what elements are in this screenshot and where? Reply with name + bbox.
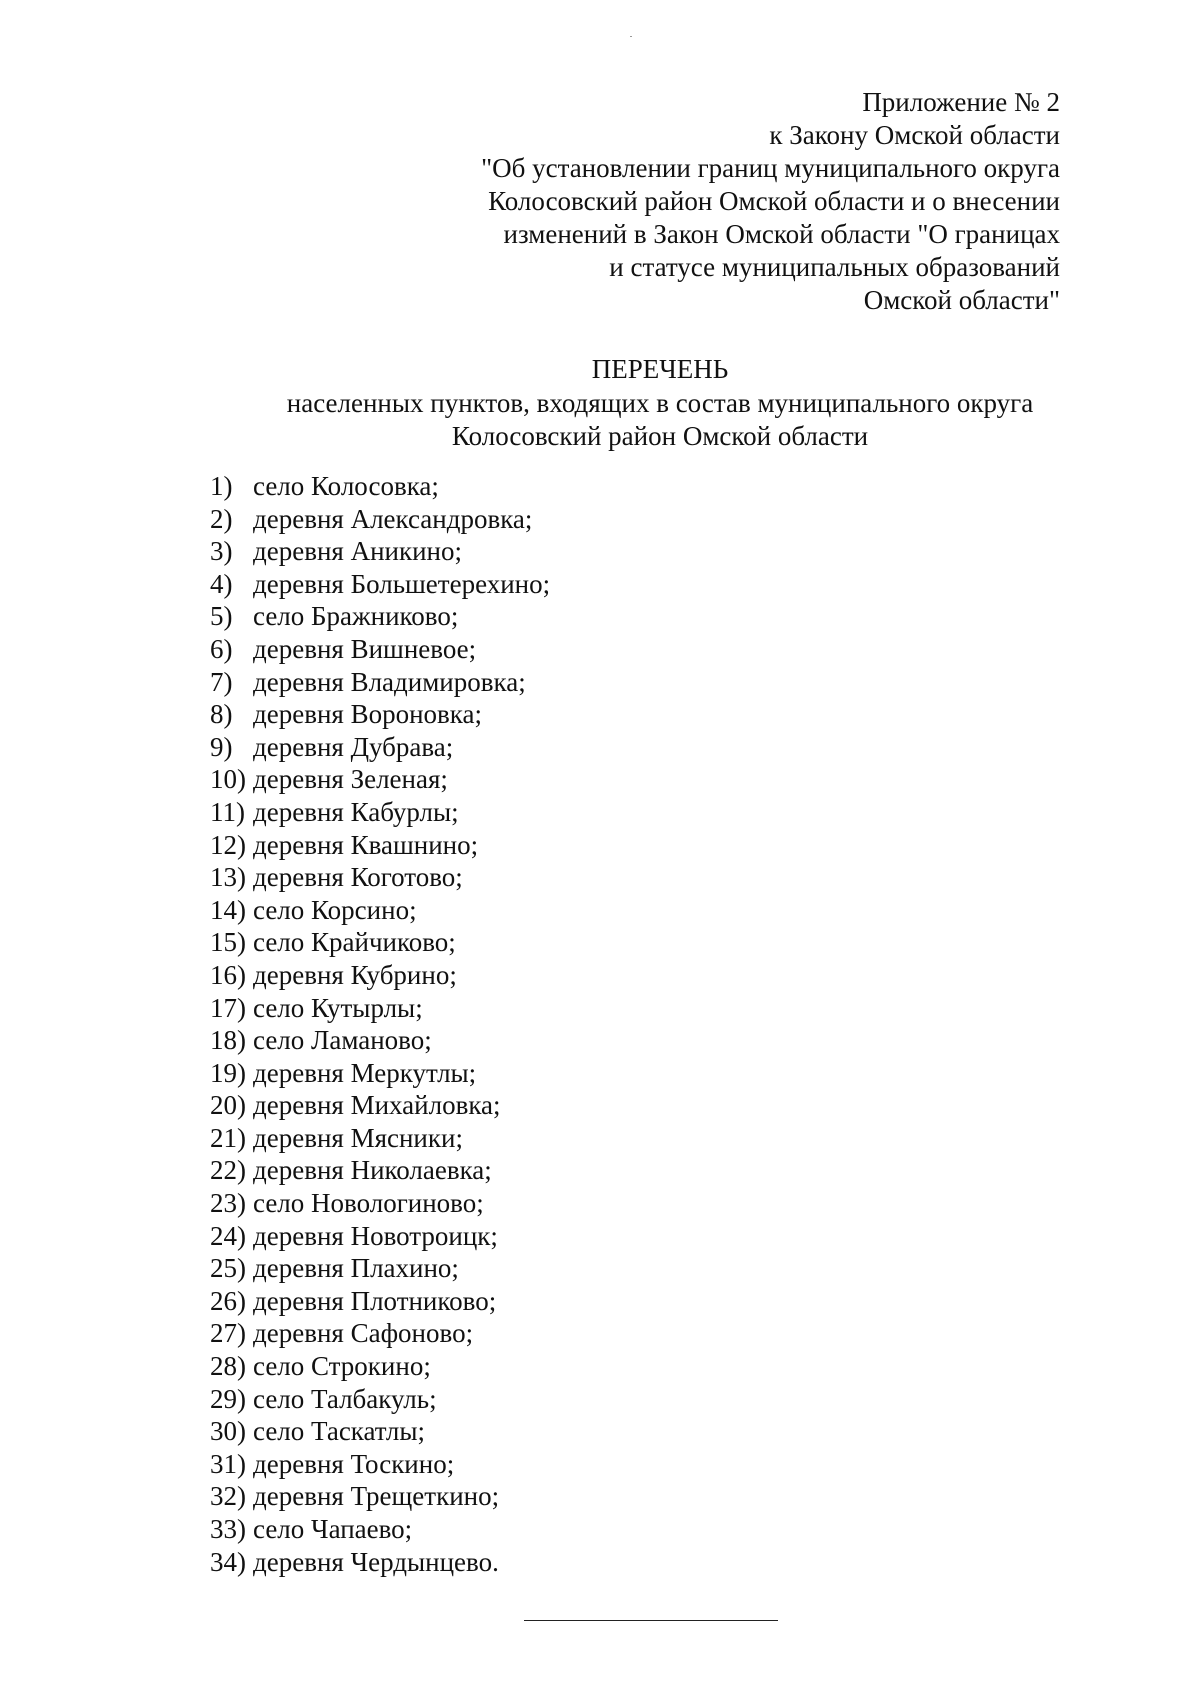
closing-rule — [524, 1620, 778, 1621]
list-item — [210, 1383, 550, 1416]
list-item-name: деревня Владимировка; — [253, 666, 526, 697]
list-item-number: 21) — [210, 1122, 246, 1153]
list-item-name: деревня Меркутлы; — [253, 1057, 477, 1088]
list-item — [210, 470, 550, 503]
list-item-name: село Строкино; — [253, 1351, 431, 1382]
list-item — [210, 1220, 550, 1253]
list-item-number: 16) — [210, 959, 246, 990]
list-item-number: 19) — [210, 1057, 246, 1088]
list-item-name: деревня Вишневое; — [253, 633, 477, 664]
list-item — [210, 1415, 550, 1448]
document-title: ПЕРЕЧЕНЬ — [591, 354, 729, 384]
list-item — [210, 959, 550, 992]
list-item-number: 13) — [210, 862, 246, 893]
list-item — [210, 731, 550, 764]
list-item — [210, 1513, 550, 1546]
list-item-name: село Бражниково; — [253, 601, 459, 632]
list-item-name: деревня Мясники; — [253, 1122, 463, 1153]
list-item-number: 8) — [210, 699, 233, 730]
list-item-number: 34) — [210, 1546, 246, 1577]
list-item-number: 9) — [210, 731, 233, 762]
list-item-name: деревня Квашнино; — [253, 829, 479, 860]
list-item-number: 31) — [210, 1448, 246, 1479]
list-item-name: деревня Дубрава; — [253, 731, 454, 762]
list-item-name: деревня Чердынцево. — [253, 1546, 499, 1577]
scan-speck — [630, 36, 632, 37]
list-item-name: деревня Сафоново; — [253, 1318, 474, 1349]
list-item-name: деревня Трещеткино; — [253, 1481, 500, 1512]
appendix-line: Колосовский район Омской области и о внесении — [488, 186, 1060, 216]
list-item — [210, 503, 550, 536]
list-item — [210, 1448, 550, 1481]
list-item-name: деревня Новотроицк; — [253, 1220, 498, 1251]
list-item-number: 20) — [210, 1090, 246, 1121]
list-item — [210, 861, 550, 894]
list-item-name: деревня Большетерехино; — [253, 568, 551, 599]
document-subtitle — [140, 387, 1180, 453]
list-item — [210, 829, 550, 862]
list-item-number: 33) — [210, 1514, 246, 1544]
list-item — [210, 796, 550, 829]
appendix-line: Приложение № 2 — [862, 87, 1060, 117]
list-item — [210, 1154, 550, 1187]
list-item — [210, 666, 550, 699]
list-item-name: село Колосовка; — [253, 471, 439, 501]
list-item — [210, 1546, 550, 1579]
list-item-number: 27) — [210, 1318, 246, 1349]
list-item-number: 22) — [210, 1155, 246, 1186]
list-item — [210, 568, 550, 601]
appendix-line: и статусе муниципальных образований — [609, 252, 1060, 282]
list-item — [210, 698, 550, 731]
list-item — [210, 1480, 550, 1513]
list-item-name: деревня Плахино; — [253, 1253, 459, 1284]
list-item-name: деревня Кубрино; — [253, 959, 457, 990]
list-item-number: 29) — [210, 1383, 246, 1414]
list-item-number: 26) — [210, 1285, 246, 1316]
list-item-number: 2) — [210, 503, 233, 534]
list-item — [210, 1252, 550, 1285]
list-item — [210, 1187, 550, 1220]
list-item-name: село Новологиново; — [253, 1188, 484, 1219]
list-item — [210, 894, 550, 927]
list-item — [210, 1122, 550, 1155]
list-item — [210, 1350, 550, 1383]
list-item-number: 12) — [210, 829, 246, 860]
list-item-name: село Ламаново; — [253, 1025, 432, 1056]
list-item — [210, 992, 550, 1025]
list-item-number: 18) — [210, 1025, 246, 1056]
list-item-name: деревня Александровка; — [253, 503, 533, 534]
list-item-name: деревня Тоскино; — [253, 1448, 455, 1479]
list-item-name: деревня Вороновка; — [253, 699, 482, 730]
list-item-name: село Крайчиково; — [253, 927, 456, 958]
list-item-number: 3) — [210, 536, 233, 567]
list-item — [210, 1089, 550, 1122]
list-item — [210, 1024, 550, 1057]
list-item-number: 23) — [210, 1188, 246, 1219]
list-item-number: 4) — [210, 568, 233, 599]
appendix-header — [420, 86, 1060, 317]
list-item-number: 1) — [210, 471, 233, 501]
list-item-name: село Чапаево; — [253, 1514, 413, 1544]
list-item-name: деревня Михайловка; — [253, 1090, 501, 1121]
list-item — [210, 633, 550, 666]
list-item-number: 30) — [210, 1416, 246, 1447]
appendix-line: Омской области" — [863, 285, 1060, 315]
list-item-name: деревня Кабурлы; — [253, 796, 459, 827]
list-item-number: 5) — [210, 601, 233, 632]
list-item-number: 17) — [210, 992, 246, 1023]
list-item-name: село Таскатлы; — [253, 1416, 426, 1447]
list-item — [210, 1317, 550, 1350]
list-item — [210, 926, 550, 959]
list-item-number: 10) — [210, 764, 246, 795]
list-item-name: село Кутырлы; — [253, 992, 423, 1023]
list-item-number: 6) — [210, 633, 233, 664]
list-item — [210, 763, 550, 796]
list-item-name: деревня Коготово; — [253, 862, 463, 893]
appendix-line: изменений в Закон Омской области "О границах — [503, 219, 1060, 249]
list-item-number: 28) — [210, 1351, 246, 1382]
list-item — [210, 1285, 550, 1318]
list-item-number: 7) — [210, 666, 233, 697]
list-item-name: деревня Николаевка; — [253, 1155, 492, 1186]
list-item-name: деревня Аникино; — [253, 536, 462, 567]
list-item-number: 14) — [210, 894, 246, 925]
list-item-number: 32) — [210, 1481, 246, 1512]
list-item-name: село Корсино; — [253, 894, 417, 925]
settlement-list — [210, 470, 550, 1578]
list-item-name: деревня Зеленая; — [253, 764, 448, 795]
list-item-number: 25) — [210, 1253, 246, 1284]
list-item-number: 11) — [210, 796, 245, 827]
list-item-number: 15) — [210, 927, 246, 958]
subtitle-line: Колосовский район Омской области — [451, 421, 869, 451]
list-item — [210, 535, 550, 568]
list-item-name: село Талбакуль; — [253, 1383, 437, 1414]
subtitle-line: населенных пунктов, входящих в состав муниципального округа — [286, 388, 1034, 418]
list-item — [210, 600, 550, 633]
list-item — [210, 1057, 550, 1090]
list-item-number: 24) — [210, 1220, 246, 1251]
appendix-line: "Об установлении границ муниципального округа — [481, 153, 1060, 183]
list-item-name: деревня Плотниково; — [253, 1285, 497, 1316]
appendix-line: к Закону Омской области — [769, 120, 1060, 150]
